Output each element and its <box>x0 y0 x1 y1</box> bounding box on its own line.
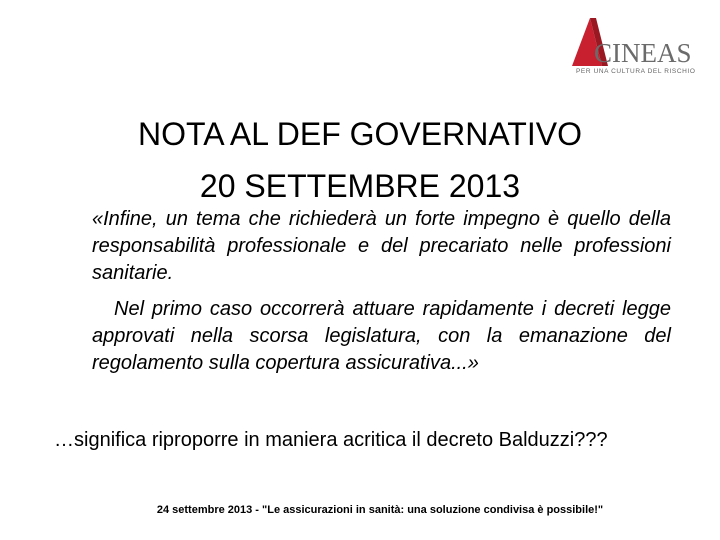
logo-wordmark: CINEAS <box>594 38 692 68</box>
cineas-logo <box>572 16 702 78</box>
logo-tagline: PER UNA CULTURA DEL RISCHIO <box>576 68 696 75</box>
quote-block <box>92 206 671 377</box>
title-line-1: NOTA AL DEF GOVERNATIVO <box>138 116 582 152</box>
quote-paragraph-1: «Infine, un tema che richiederà un forte impegno è quello della responsabilità professionale e del precariato nelle professioni sanitarie. <box>92 208 671 284</box>
footer-text: 24 settembre 2013 - "Le assicurazioni in sanità: una soluzione condivisa è possibile!" <box>156 504 604 516</box>
slide-title <box>0 108 720 212</box>
title-line-2: 20 SETTEMBRE 2013 <box>199 168 521 204</box>
conclusion-text: …significa riproporre in maniera acritica il decreto Balduzzi??? <box>54 429 608 451</box>
quote-paragraph-2: Nel primo caso occorrerà attuare rapidamente i decreti legge approvati nella scorsa legislatura, con la emanazione del regolamento sulla copertura assicurativa...» <box>92 298 671 374</box>
